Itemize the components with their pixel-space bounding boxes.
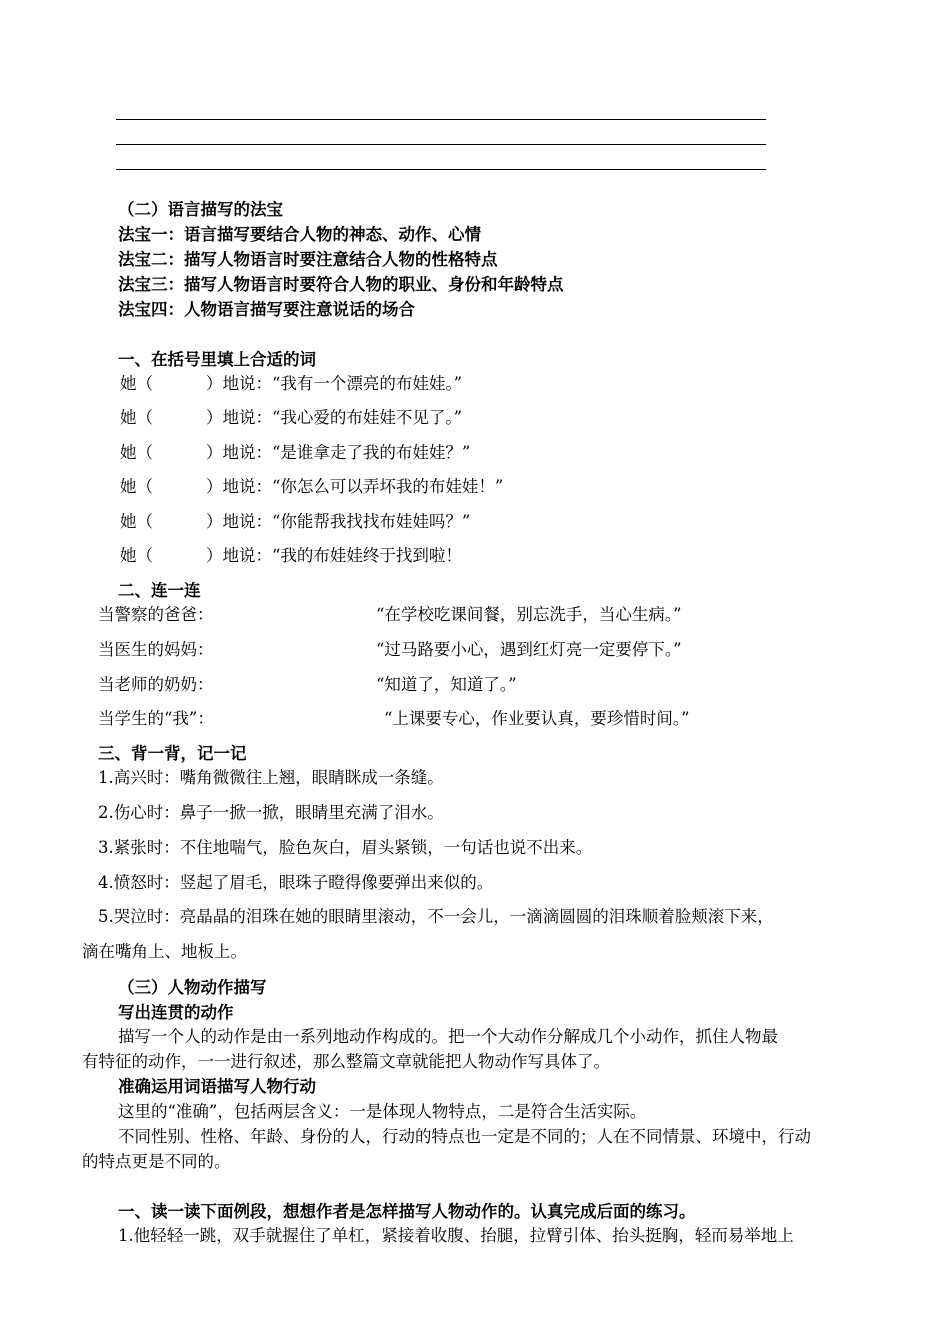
answer-line <box>116 119 766 120</box>
paragraph: 的特点更是不同的。 <box>82 1152 231 1171</box>
fill-item-lead: 她（ <box>120 408 153 427</box>
answer-line <box>116 169 766 170</box>
exercise-title: 一、在括号里填上合适的词 <box>118 350 316 369</box>
paragraph: 描写一个人的动作是由一系列地动作构成的。把一个大动作分解成几个小动作，抓住人物最 <box>118 1027 778 1046</box>
fill-item-text: ）地说：“你能帮我找找布娃娃吗？” <box>206 512 471 531</box>
paragraph: 有特征的动作，一一进行叙述，那么整篇文章就能把人物动作写具体了。 <box>82 1052 610 1071</box>
match-right-item: “知道了，知道了。” <box>376 675 517 694</box>
match-left-item: 当老师的奶奶： <box>98 675 214 694</box>
exercise-title: 三、背一背，记一记 <box>98 744 247 763</box>
fill-item-lead: 她（ <box>120 512 153 531</box>
fill-item-lead: 她（ <box>120 374 153 393</box>
match-right-item: “在学校吃课间餐，别忘洗手，当心生病。” <box>376 605 682 624</box>
tip-3: 法宝三：描写人物语言时要符合人物的职业、身份和年龄特点 <box>118 275 564 294</box>
answer-line <box>116 144 766 145</box>
tip-2: 法宝二：描写人物语言时要注意结合人物的性格特点 <box>118 250 498 269</box>
fill-item-lead: 她（ <box>120 477 153 496</box>
memo-item: 5.哭泣时：亮晶晶的泪珠在她的眼睛里滚动，不一会儿，一滴滴圆圆的泪珠顺着脸颊滚下来， <box>98 907 774 926</box>
fill-item-lead: 她（ <box>120 546 153 565</box>
memo-item: 2.伤心时：鼻子一掀一掀，眼睛里充满了泪水。 <box>98 803 444 822</box>
fill-item-text: ）地说：“我有一个漂亮的布娃娃。” <box>206 374 463 393</box>
fill-item-text: ）地说：“你怎么可以弄坏我的布娃娃！” <box>206 477 504 496</box>
tip-4: 法宝四：人物语言描写要注意说话的场合 <box>118 300 415 319</box>
paragraph: 这里的“准确”，包括两层含义：一是体现人物特点，二是符合生活实际。 <box>118 1102 647 1121</box>
match-left-item: 当学生的“我”： <box>98 709 214 728</box>
section-heading: （三）人物动作描写 <box>118 978 267 997</box>
match-right-item: “过马路要小心，遇到红灯亮一定要停下。” <box>376 640 682 659</box>
match-right-item: “上课要专心，作业要认真，要珍惜时间。” <box>384 709 690 728</box>
exercise-title: 一、读一读下面例段，想想作者是怎样描写人物动作的。认真完成后面的练习。 <box>118 1202 696 1221</box>
section-heading: （二）语言描写的法宝 <box>118 200 283 219</box>
memo-item-continued: 滴在嘴角上、地板上。 <box>82 942 247 961</box>
memo-item: 4.愤怒时：竖起了眉毛，眼珠子瞪得像要弹出来似的。 <box>98 873 494 892</box>
paragraph: 不同性别、性格、年龄、身份的人，行动的特点也一定是不同的；人在不同情景、环境中，行动 <box>118 1127 811 1146</box>
example-item: 1.他轻轻一跳，双手就握住了单杠，紧接着收腹、抬腿，拉臂引体、抬头挺胸，轻而易举地上 <box>118 1226 794 1245</box>
subheading: 写出连贯的动作 <box>118 1003 234 1022</box>
match-left-item: 当警察的爸爸： <box>98 605 214 624</box>
fill-item-text: ）地说：“我心爱的布娃娃不见了。” <box>206 408 463 427</box>
fill-item-text: ）地说：“是谁拿走了我的布娃娃？” <box>206 443 471 462</box>
memo-item: 3.紧张时：不住地喘气，脸色灰白，眉头紧锁，一句话也说不出来。 <box>98 838 593 857</box>
fill-item-lead: 她（ <box>120 443 153 462</box>
match-left-item: 当医生的妈妈： <box>98 640 214 659</box>
tip-1: 法宝一：语言描写要结合人物的神态、动作、心情 <box>118 225 481 244</box>
exercise-title: 二、连一连 <box>118 581 201 600</box>
memo-item: 1.高兴时：嘴角微微往上翘，眼睛眯成一条缝。 <box>98 768 444 787</box>
fill-item-text: ）地说：“我的布娃娃终于找到啦！ <box>206 546 462 565</box>
subheading: 准确运用词语描写人物行动 <box>118 1077 316 1096</box>
